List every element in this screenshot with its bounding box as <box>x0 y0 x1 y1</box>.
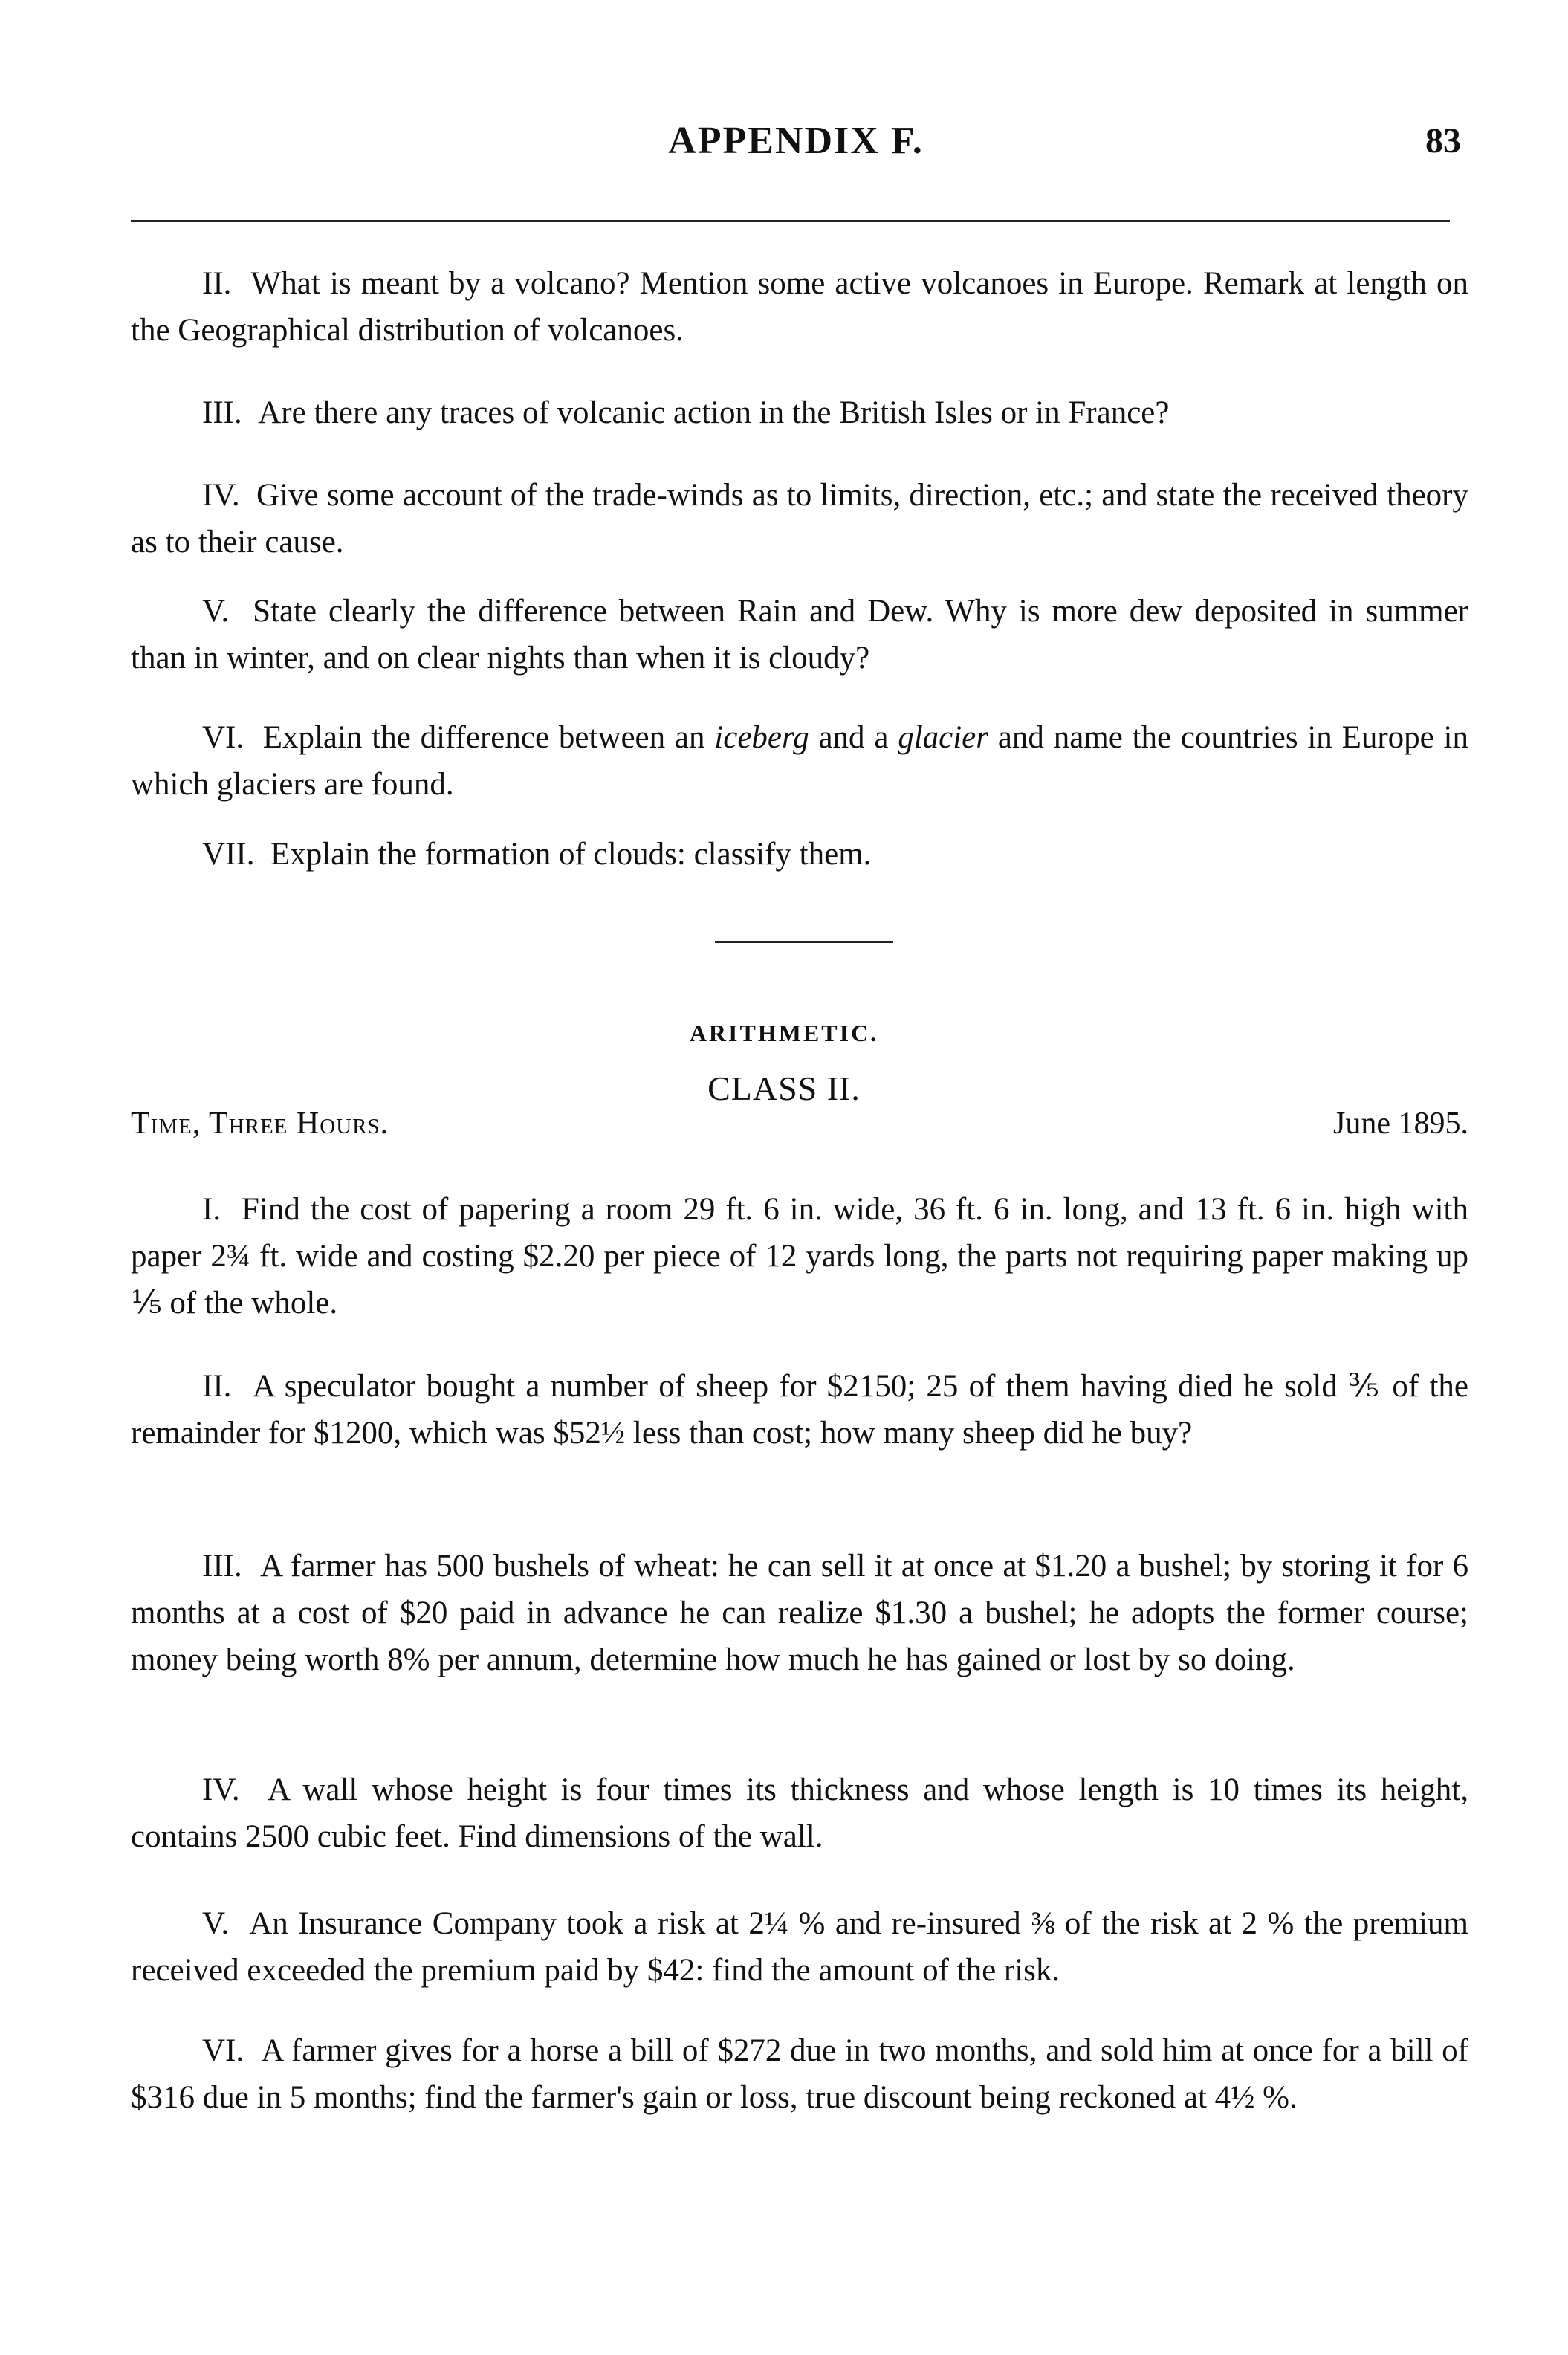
question-text-middle: and a <box>818 720 889 755</box>
question-number: VI. <box>202 720 244 755</box>
header-rule <box>131 220 1450 222</box>
arithmetic-question-3 <box>131 1543 1468 1683</box>
iceberg-term: iceberg <box>714 720 809 755</box>
arithmetic-question-2 <box>131 1363 1468 1457</box>
question-number: IV. <box>202 1772 240 1807</box>
exam-date: June 1895. <box>1333 1107 1468 1141</box>
question-number: V. <box>202 594 230 629</box>
question-text: A speculator bought a number of sheep for $2150; 25 of them having died he sold ⅗ of the remainder for $1200, which was $52½ less than cost; how many sheep did he buy? <box>131 1369 1468 1451</box>
question-number: IV. <box>202 478 240 513</box>
geography-question-7 <box>131 831 1468 878</box>
geography-question-2 <box>131 260 1468 354</box>
arithmetic-question-5 <box>131 1900 1468 1994</box>
question-text-after: and name the countries in Europe in which glaciers are found. <box>131 720 1469 802</box>
page-header <box>131 119 1461 171</box>
arithmetic-question-4 <box>131 1766 1468 1860</box>
question-number: II. <box>202 266 232 301</box>
question-text: A farmer gives for a horse a bill of $272 due in two months, and sold him at once for a bill of $316 due in 5 months; find the farmer's gain or loss, true discount being reckoned at 4½ %. <box>131 2033 1468 2115</box>
geography-question-6 <box>131 714 1468 808</box>
question-number: VII. <box>202 837 255 872</box>
question-number: V. <box>202 1906 230 1941</box>
question-text: What is meant by a volcano? Mention some active volcanoes in Europe. Remark at length on the Geographical distribution of volcanoes. <box>131 266 1468 348</box>
geography-question-5 <box>131 588 1468 681</box>
question-text: An Insurance Company took a risk at 2¼ % and re-insured ⅜ of the risk at 2 % the premium received exceeded the premium paid by $42: find the amount of the risk. <box>131 1906 1469 1988</box>
question-number: VI. <box>202 2033 244 2068</box>
geography-question-4 <box>131 472 1468 566</box>
geography-question-3 <box>131 389 1468 436</box>
time-allowed: Time, Three Hours. <box>131 1107 389 1141</box>
question-text: Explain the formation of clouds: classify them. <box>270 837 872 872</box>
exam-info-line <box>131 1106 1468 1150</box>
subject-heading: ARITHMETIC. <box>689 1020 879 1046</box>
question-text: State clearly the difference between Rain and Dew. Why is more dew deposited in summer than in winter, and on clear nights than when it is cloudy? <box>131 594 1468 676</box>
section-separator <box>715 941 893 943</box>
class-heading: CLASS II. <box>707 1069 861 1107</box>
running-title: APPENDIX F. <box>668 120 924 162</box>
glacier-term: glacier <box>898 720 989 755</box>
arithmetic-question-6 <box>131 2027 1468 2121</box>
question-text: Find the cost of papering a room 29 ft. 6 in. wide, 36 ft. 6 in. long, and 13 ft. 6 in. high with paper 2¾ ft. wide and costing $2.20 per piece of 12 yards long, the parts not requiring paper making up ⅕ of the whole. <box>131 1192 1469 1321</box>
question-text: Are there any traces of volcanic action in the British Isles or in France? <box>258 395 1170 430</box>
page-number: 83 <box>1425 121 1461 161</box>
question-number: II. <box>202 1369 232 1404</box>
question-text-before: Explain the difference between an <box>262 720 705 755</box>
question-text: A farmer has 500 bushels of wheat: he can sell it at once at $1.20 a bushel; by storing it for 6 months at a cost of $20 paid in advance he can realize $1.30 a bushel; he adopts the former course; money being worth 8% per annum, determine how much he has gained or lost by so doing. <box>131 1549 1469 1677</box>
arithmetic-question-1 <box>131 1186 1468 1326</box>
question-number: I. <box>202 1192 221 1227</box>
question-number: III. <box>202 395 242 430</box>
question-text: Give some account of the trade-winds as to limits, direction, etc.; and state the received theory as to their cause. <box>131 478 1469 560</box>
question-text: A wall whose height is four times its thickness and whose length is 10 times its height, contains 2500 cubic feet. Find dimensions of the wall. <box>131 1772 1468 1854</box>
question-number: III. <box>202 1549 242 1584</box>
